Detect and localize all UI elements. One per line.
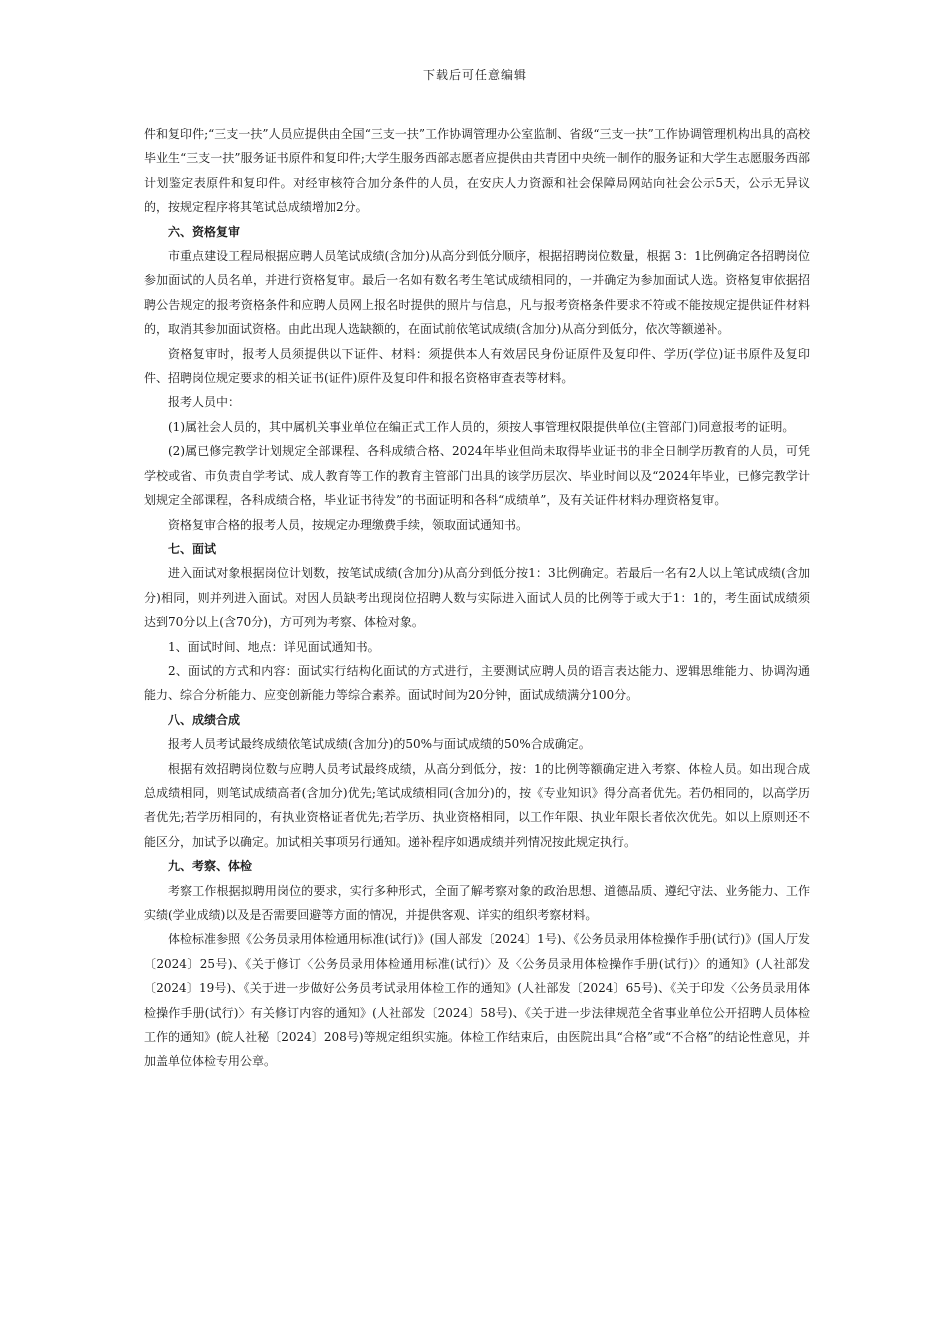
- section-6-paragraph: 市重点建设工程局根据应聘人员笔试成绩(含加分)从高分到低分顺序，根据招聘岗位数量，根据 3：1比例确定各招聘岗位参加面试的人员名单，并进行资格复审。最后一名如有数名考生笔试成绩相同的，一并确定为参加面试人选。资格复审依据招聘公告规定的报考资格条件和应聘人员网上报名时提供的照片与信息，凡与报考资格条件要求不符或不能按规定提供证件材料的，取消其参加面试资格。由此出现人选缺额的，在面试前依笔试成绩(含加分)从高分到低分，依次等额递补。: [144, 249, 810, 337]
- section-9-heading: 九、考察、体检: [168, 859, 253, 874]
- section-7-paragraph: 1、面试时间、地点：详见面试通知书。: [168, 639, 380, 654]
- section-6-paragraph: (1)属社会人员的，其中属机关事业单位在编正式工作人员的，须按人事管理权限提供单位(主管部门)同意报考的证明。: [168, 419, 795, 434]
- section-9-paragraph: 考察工作根据拟聘用岗位的要求，实行多种形式，全面了解考察对象的政治思想、道德品质、遵纪守法、业务能力、工作实绩(学业成绩)以及是否需要回避等方面的情况，并提供客观、详实的组织考察材料。: [144, 883, 810, 922]
- section-7-heading: 七、面试: [168, 541, 217, 556]
- page-header: 下载后可任意编辑: [422, 68, 527, 82]
- section-8-paragraph: 报考人员考试最终成绩依笔试成绩(含加分)的50%与面试成绩的50%合成确定。: [168, 737, 591, 752]
- document-body: [144, 122, 810, 1074]
- section-7-paragraph: 2、面试的方式和内容：面试实行结构化面试的方式进行，主要测试应聘人员的语言表达能力、逻辑思维能力、协调沟通能力、综合分析能力、应变创新能力等综合素养。面试时间为20分钟，面试成绩满分100分。: [144, 663, 810, 703]
- section-7-paragraph: 进入面试对象根据岗位计划数，按笔试成绩(含加分)从高分到低分按1：3比例确定。若最后一名有2人以上笔试成绩(含加分)相同，则并列进入面试。对因人员缺考出现岗位招聘人数与实际进入面试人员的比例等于或大于1：1的，考生面试成绩须达到70分以上(含70分)，方可列为考察、体检对象。: [144, 566, 810, 630]
- intro-paragraph: 件和复印件;“三支一扶”人员应提供由全国“三支一扶”工作协调管理办公室监制、省级“三支一扶”工作协调管理机构出具的高校毕业生“三支一扶”服务证书原件和复印件;大学生服务西部志愿者应提供由共青团中央统一制作的服务证和大学生志愿服务西部计划鉴定表原件和复印件。对经审核符合加分条件的人员，在安庆人力资源和社会保障局网站向社会公示5天，公示无异议的，按规定程序将其笔试总成绩增加2分。: [144, 127, 810, 215]
- section-8-heading: 八、成绩合成: [168, 712, 241, 727]
- section-9-paragraph: 体检标准参照《公务员录用体检通用标准(试行)》(国人部发〔2024〕1号)、《公务员录用体检操作手册(试行)》(国人厅发〔2024〕25号)、《关于修订〈公务员录用体检通用标准(试行)〉及〈公务员录用体检操作手册(试行)〉的通知》(人社部发〔2024〕19号)、《关于进一步做好公务员考试录用体检工作的通知》(人社部发〔2024〕65号)、《关于印发〈公务员录用体检操作手册(试行)〉有关修订内容的通知》(人社部发〔2024〕58号)、《关于进一步法律规范全省事业单位公开招聘人员体检工作的通知》(皖人社秘〔2024〕208号)等规定组织实施。体检工作结束后，由医院出具“合格”或“不合格”的结论性意见，并加盖单位体检专用公章。: [144, 932, 810, 1069]
- section-6-paragraph: 资格复审时，报考人员须提供以下证件、材料：须提供本人有效居民身份证原件及复印件、学历(学位)证书原件及复印件、招聘岗位规定要求的相关证书(证件)原件及复印件和报名资格审查表等材料。: [144, 346, 810, 386]
- section-8-paragraph: 根据有效招聘岗位数与应聘人员考试最终成绩，从高分到低分，按：1的比例等额确定进入考察、体检人员。如出现合成总成绩相同，则笔试成绩高者(含加分)优先;笔试成绩相同(含加分)的，按《专业知识》得分高者优先。若仍相同的，以高学历者优先;若学历相同的，有执业资格证者优先;若学历、执业资格相同，以工作年限、执业年限长者依次优先。如以上原则还不能区分，加试予以确定。加试相关事项另行通知。递补程序如遇成绩并列情况按此规定执行。: [144, 761, 810, 849]
- section-6-paragraph: 报考人员中：: [168, 395, 241, 410]
- section-6-paragraph: 资格复审合格的报考人员，按规定办理缴费手续，领取面试通知书。: [168, 517, 529, 532]
- section-6-paragraph: (2)属已修完教学计划规定全部课程、各科成绩合格、2024年毕业但尚未取得毕业证书的非全日制学历教育的人员，可凭学校或省、市负责自学考试、成人教育等工作的教育主管部门出具的该学历层次、毕业时间以及“2024年毕业，已修完教学计划规定全部课程，各科成绩合格，毕业证书待发”的书面证明和各科“成绩单”，及有关证件材料办理资格复审。: [144, 444, 810, 508]
- section-6-heading: 六、资格复审: [168, 224, 241, 239]
